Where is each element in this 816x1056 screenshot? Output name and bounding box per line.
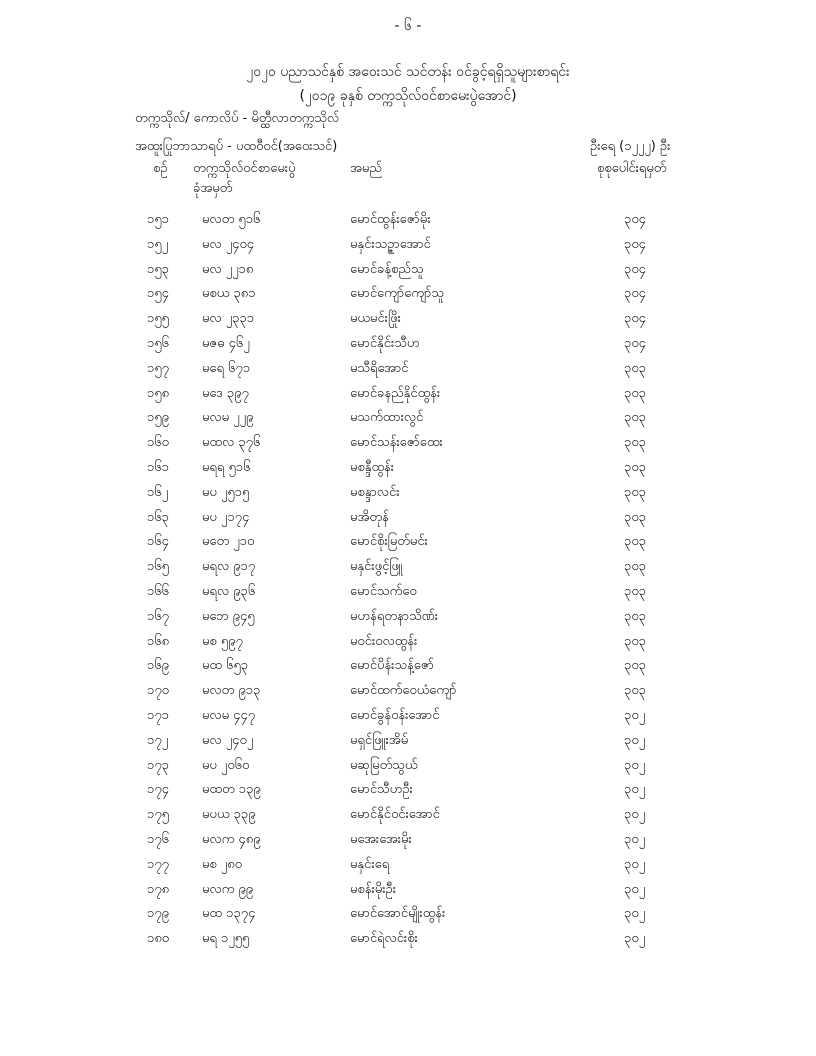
major-line: အထူးပြုဘာသာရပ် - ပထဝီဝင်(အဝေးသင်) <box>135 139 338 154</box>
student-list <box>0 211 816 955</box>
roll-number-cell: မလ ၂၄၀၄ <box>202 236 255 252</box>
name-cell: မောင်သက်ဝေ <box>350 583 417 599</box>
name-cell: မဟန်ရတနာသိဏ်း <box>350 608 439 624</box>
score-cell: ၃၀၃ <box>624 534 646 550</box>
name-cell: မစန်းမိုးဦး <box>350 881 397 897</box>
roll-number-cell: မစ ၅၉၇ <box>202 633 243 649</box>
table-row <box>0 707 816 732</box>
score-cell: ၃၀၄ <box>624 286 646 302</box>
score-cell: ၃၀၂ <box>624 931 646 947</box>
name-cell: မောင်ခနည်နိုင်ထွန်း <box>350 385 441 401</box>
table-row <box>0 732 816 757</box>
table-row <box>0 409 816 434</box>
name-cell: မဆုမြတ်သွယ် <box>350 757 418 773</box>
name-cell: မောင်အောင်မျိုးထွန်း <box>350 906 446 922</box>
page-number: - ၆ - <box>394 18 422 34</box>
name-cell: မောင်နိုင်ဝင်းအောင် <box>350 807 440 823</box>
roll-number-cell: မရေ ၆၇၁ <box>202 360 251 376</box>
name-cell: မစန္ဒာလင်း <box>350 484 400 500</box>
roll-number-cell: မလ ၂၂၁၈ <box>202 261 254 277</box>
table-row <box>0 881 816 906</box>
serial-cell: ၁၆၅ <box>147 559 169 575</box>
table-row <box>0 310 816 335</box>
score-cell: ၃၀၂ <box>624 906 646 922</box>
roll-number-cell: မလမ ၄၄၇ <box>202 707 256 723</box>
serial-cell: ၁၅၁ <box>147 212 169 227</box>
roll-number-cell: မရ ၁၂၅၅ <box>202 931 250 947</box>
serial-cell: ၁၇၀ <box>147 683 169 699</box>
table-row <box>0 261 816 286</box>
student-count: ဦးရေ (၁၂၂၂) ဦး <box>590 139 671 154</box>
table-row <box>0 583 816 608</box>
name-cell: မရှင်ဖြူးအိမ် <box>350 732 409 748</box>
roll-number-cell: မပယ ၃၃၉ <box>202 807 256 823</box>
score-cell: ၃၀၃ <box>624 435 646 451</box>
score-cell: ၃၀၃ <box>624 385 646 401</box>
table-row <box>0 558 816 583</box>
table-row <box>0 682 816 707</box>
roll-number-cell: မထ ၆၅၃ <box>202 658 249 674</box>
table-row <box>0 211 816 236</box>
roll-number-cell: မပ ၂၀၆၀ <box>202 757 250 773</box>
document-title: ၂၀၂၀ ပညာသင်နှစ် အဝေးသင် သင်တန်း ဝင်ခွင့်ရရှိသူများစာရင်း <box>246 64 570 80</box>
roll-number-cell: မထတ ၁၃၉ <box>202 782 261 798</box>
serial-cell: ၁၅၆ <box>147 335 169 351</box>
serial-cell: ၁၈၀ <box>147 931 170 947</box>
score-cell: ၃၀၃ <box>624 509 646 525</box>
roll-number-cell: မလက ၉၉ <box>202 881 254 897</box>
serial-cell: ၁၅၄ <box>147 286 169 302</box>
serial-cell: ၁၅၃ <box>147 261 169 277</box>
serial-cell: ၁၆၈ <box>147 633 170 649</box>
serial-cell: ၁၆၇ <box>147 608 169 624</box>
score-cell: ၃၀၃ <box>624 608 646 624</box>
score-cell: ၃၀၃ <box>624 633 646 649</box>
header-name: အမည် <box>350 161 382 176</box>
roll-number-cell: မလ ၂၄၀၂ <box>202 732 254 748</box>
table-row <box>0 930 816 955</box>
serial-cell: ၁၆၉ <box>147 658 169 674</box>
name-cell: မောင်နိုင်းသီဟ <box>350 335 420 351</box>
table-row <box>0 459 816 484</box>
table-row <box>0 285 816 310</box>
serial-cell: ၁၆၄ <box>147 534 169 550</box>
header-serial: စဉ် <box>153 161 168 176</box>
serial-cell: ၁၇၅ <box>147 807 169 823</box>
serial-cell: ၁၆၁ <box>147 459 169 475</box>
score-cell: ၃၀၂ <box>624 831 646 847</box>
serial-cell: ၁၇၉ <box>147 906 169 922</box>
score-cell: ၃၀၄ <box>624 335 646 351</box>
table-row <box>0 360 816 385</box>
name-cell: မောင်ထွန်းဇော်မိုး <box>350 212 431 227</box>
table-row <box>0 484 816 509</box>
name-cell: မသက်ထားလွင် <box>350 410 424 426</box>
name-cell: မောင်ရဲလင်းစိုး <box>350 931 418 947</box>
name-cell: မယမင်းဖြိုး <box>350 311 401 327</box>
serial-cell: ၁၅၉ <box>147 410 169 426</box>
name-cell: မောင်ခွန်ဝန်းအောင် <box>350 707 440 723</box>
roll-number-cell: မထ ၁၃၇၄ <box>202 906 256 922</box>
roll-number-cell: မပ ၂၅၁၅ <box>202 484 250 500</box>
roll-number-cell: မစ ၂၈၀ <box>202 856 242 872</box>
serial-cell: ၁၆၃ <box>147 509 169 525</box>
score-cell: ၃၀၂ <box>624 782 646 798</box>
serial-cell: ၁၅၂ <box>147 236 169 252</box>
table-row <box>0 434 816 459</box>
roll-number-cell: မရလ ၉၃၆ <box>202 583 256 599</box>
serial-cell: ၁၇၁ <box>147 707 169 723</box>
name-cell: မောင်ခန့်စည်သူ <box>350 261 424 277</box>
name-cell: မောင်သီဟဦး <box>350 782 413 798</box>
table-row <box>0 608 816 633</box>
roll-number-cell: မလတ ၉၁၃ <box>202 683 261 699</box>
score-cell: ၃၀၂ <box>624 856 646 872</box>
score-cell: ၃၀၃ <box>624 360 646 376</box>
serial-cell: ၁၆၂ <box>147 484 169 500</box>
serial-cell: ၁၇၃ <box>147 757 169 773</box>
serial-cell: ၁၆၀ <box>147 435 169 451</box>
score-cell: ၃၀၄ <box>624 212 646 227</box>
score-cell: ၃၀၄ <box>624 261 646 277</box>
header-roll-number: တက္ကသိုလ်ဝင်စာမေးပွဲ <box>193 161 296 176</box>
table-row <box>0 533 816 558</box>
roll-number-cell: မဒေ ၃၉၇ <box>202 385 249 401</box>
roll-number-cell: မလက ၄၈၉ <box>202 831 261 847</box>
name-cell: မောင်ပိန်းသန့်ဇော် <box>350 658 434 674</box>
name-cell: မနှင်းရေ <box>350 856 390 872</box>
name-cell: မဝင်းဝလထွန်း <box>350 633 418 649</box>
table-row <box>0 509 816 534</box>
score-cell: ၃၀၃ <box>624 559 646 575</box>
serial-cell: ၁၇၂ <box>147 732 169 748</box>
serial-cell: ၁၇၄ <box>147 782 169 798</box>
table-row <box>0 385 816 410</box>
table-row <box>0 657 816 682</box>
header-roll-number-line2: ခုံအမှတ် <box>193 181 233 196</box>
name-cell: မောင်ထက်ဝေယံကျော် <box>350 683 457 699</box>
score-cell: ၃၀၂ <box>624 757 646 773</box>
serial-cell: ၁၇၆ <box>147 831 169 847</box>
roll-number-cell: မရလ ၉၁၇ <box>202 559 256 575</box>
serial-cell: ၁၇၇ <box>147 856 169 872</box>
table-row <box>0 856 816 881</box>
score-cell: ၃၀၃ <box>624 459 646 475</box>
roll-number-cell: မလမ ၂၂၉ <box>202 410 254 426</box>
table-row <box>0 633 816 658</box>
name-cell: မသီရိအောင် <box>350 360 409 376</box>
name-cell: မောင်စိုးမြတ်မင်း <box>350 534 428 550</box>
header-score: စုစုပေါင်းရမှတ် <box>597 161 667 176</box>
roll-number-cell: မတေ ၂၁၀ <box>202 534 255 550</box>
serial-cell: ၁၇၈ <box>147 881 170 897</box>
roll-number-cell: မပ ၂၁၇၄ <box>202 509 250 525</box>
score-cell: ၃၀၂ <box>624 707 646 723</box>
university-line: တက္ကသိုလ်/ ကောလိပ် - မိတ္ထီလာတက္ကသိုလ် <box>135 111 340 126</box>
roll-number-cell: မထလ ၃၇၆ <box>202 435 261 451</box>
serial-cell: ၁၅၇ <box>147 360 169 376</box>
name-cell: မောင်သန်းဇော်ထေး <box>350 435 443 451</box>
score-cell: ၃၀၂ <box>624 732 646 748</box>
score-cell: ၃၀၃ <box>624 410 646 426</box>
score-cell: ၃၀၂ <box>624 881 646 897</box>
score-cell: ၃၀၄ <box>624 311 646 327</box>
serial-cell: ၁၅၈ <box>147 385 170 401</box>
table-row <box>0 236 816 261</box>
table-row <box>0 905 816 930</box>
table-row <box>0 806 816 831</box>
name-cell: မအေးအေးမိုး <box>350 831 412 847</box>
name-cell: မောင်ကျော်ကျော်သူ <box>350 286 444 302</box>
score-cell: ၃၀၂ <box>624 807 646 823</box>
score-cell: ၃၀၃ <box>624 658 646 674</box>
table-row <box>0 831 816 856</box>
serial-cell: ၁၅၅ <box>147 311 169 327</box>
table-row <box>0 335 816 360</box>
roll-number-cell: မစယ ၃၈၁ <box>202 286 256 302</box>
roll-number-cell: မဘေ ၉၄၅ <box>202 608 255 624</box>
name-cell: မအိတုန် <box>350 509 389 525</box>
table-row <box>0 781 816 806</box>
roll-number-cell: မဇဓ ၄၆၂ <box>202 335 250 351</box>
serial-cell: ၁၆၆ <box>147 583 169 599</box>
score-cell: ၃၀၃ <box>624 583 646 599</box>
score-cell: ၃၀၄ <box>624 236 646 252</box>
roll-number-cell: မလတ ၅၁၆ <box>202 212 261 227</box>
table-row <box>0 757 816 782</box>
roll-number-cell: မလ ၂၃၃၁ <box>202 311 255 327</box>
document-subtitle: (၂၀၁၉ ခုနှစ် တက္ကသိုလ်ဝင်စာမေးပွဲအောင်) <box>299 88 517 104</box>
score-cell: ၃၀၃ <box>624 484 646 500</box>
name-cell: မနှင်းဖွင့်ဖြူ <box>350 559 403 575</box>
name-cell: မစန္ဒီထွန်း <box>350 459 395 475</box>
score-cell: ၃၀၃ <box>624 683 646 699</box>
roll-number-cell: မရရ ၅၁၆ <box>202 459 251 475</box>
name-cell: မနှင်းသဉ္ဇာအောင် <box>350 236 431 252</box>
